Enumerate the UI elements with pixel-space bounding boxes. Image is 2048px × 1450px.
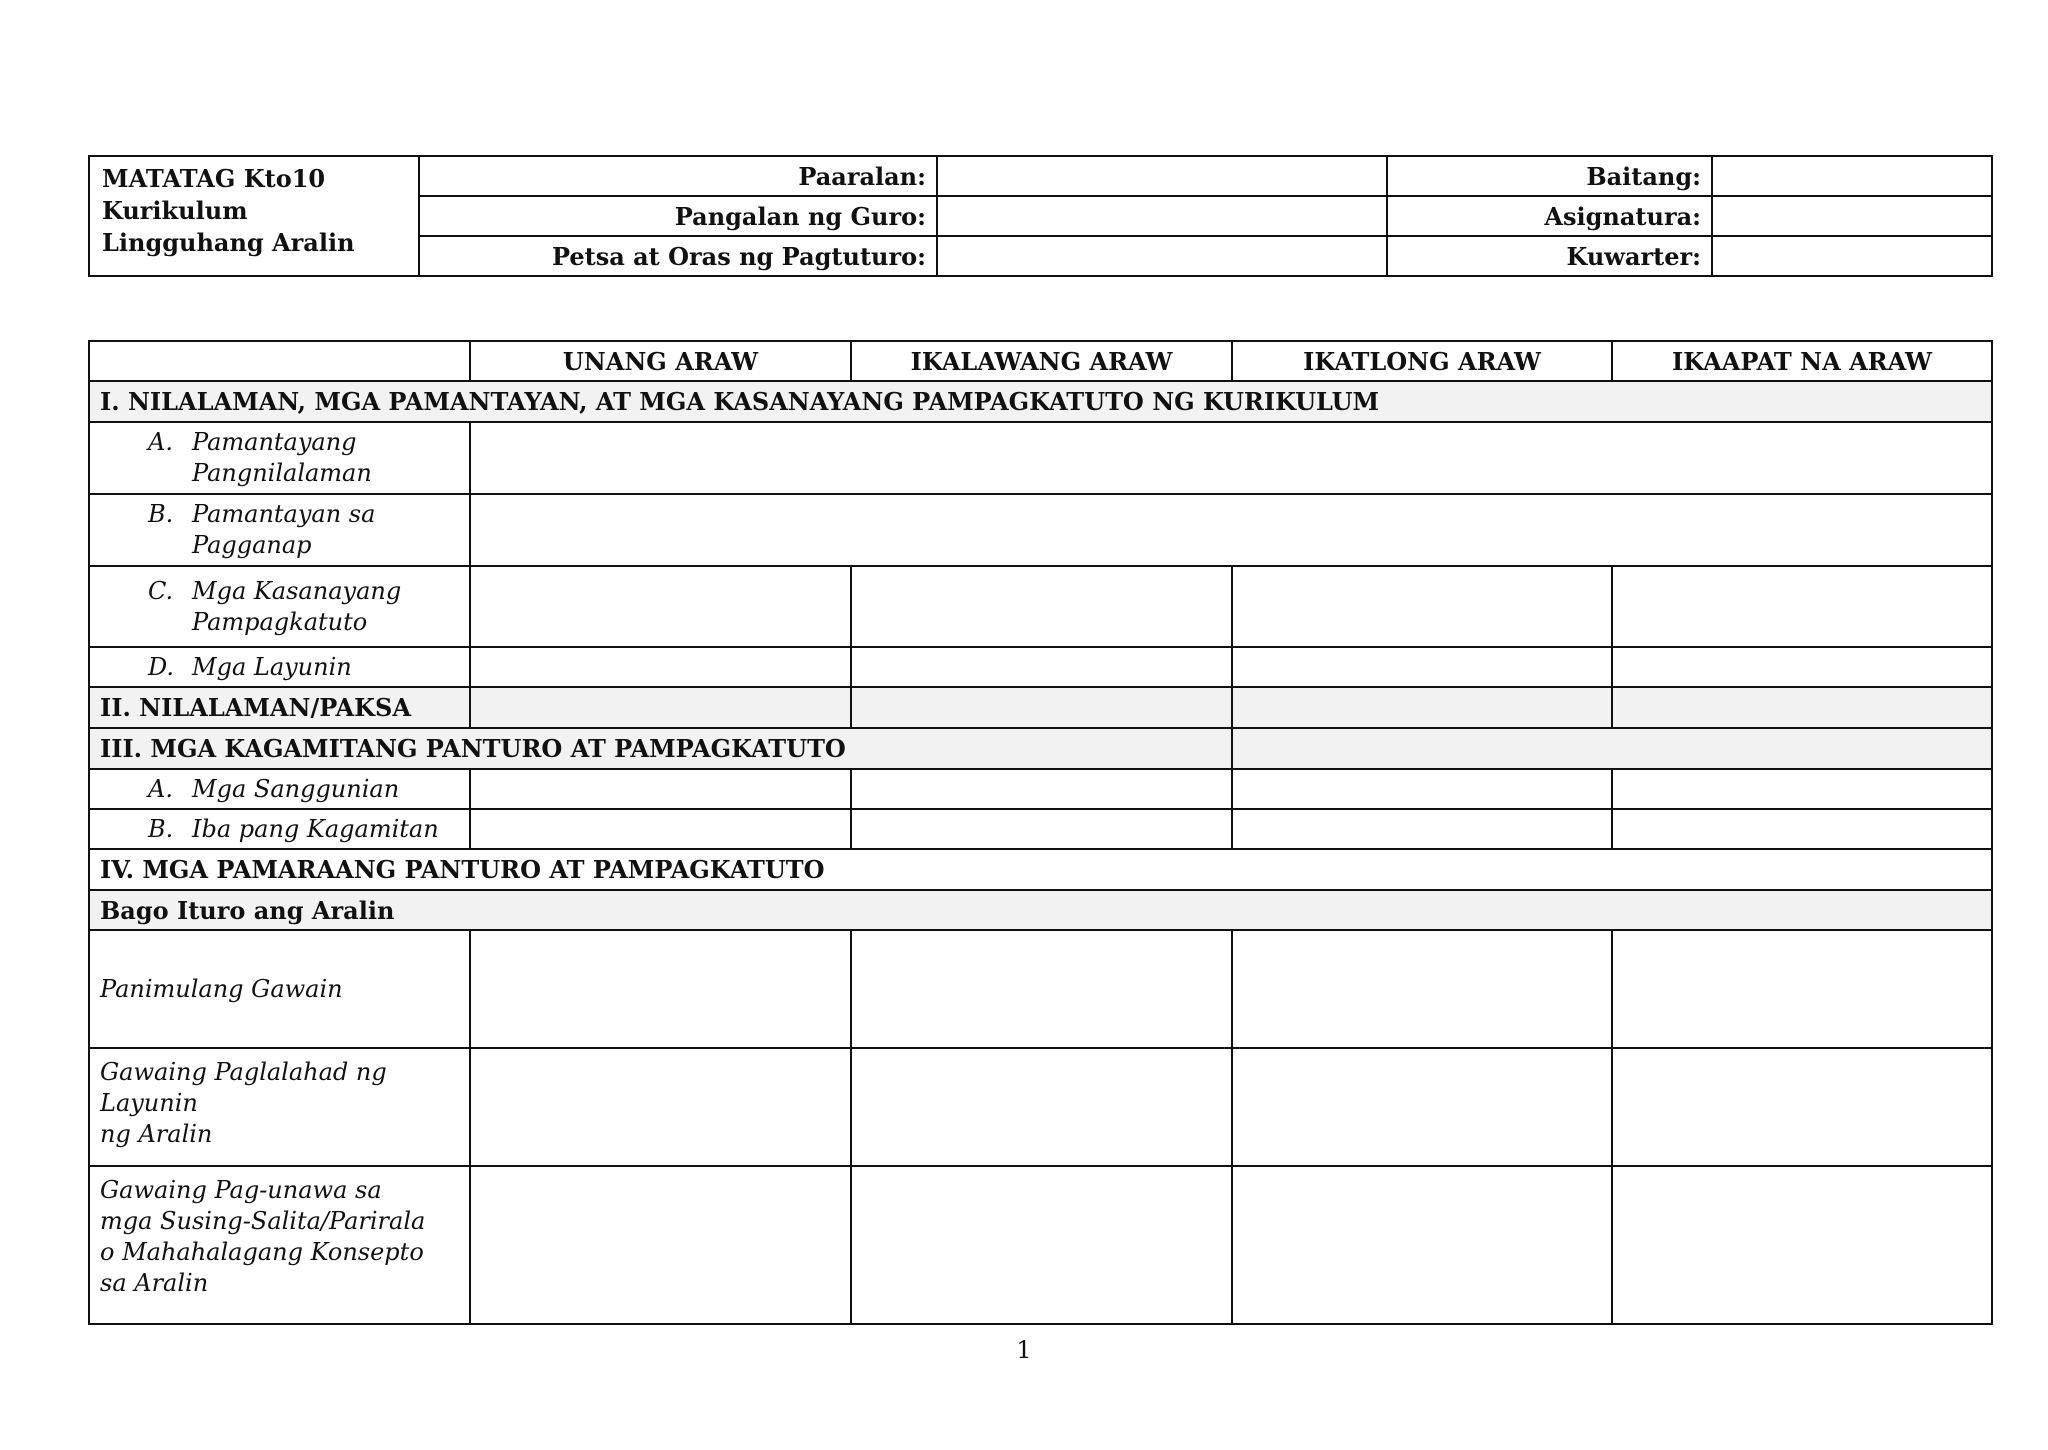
item-letter: A. [148, 428, 173, 456]
activity-text-line: o Mahahalagang Konsepto [100, 1238, 424, 1266]
input-cell-layunin-day-1[interactable] [470, 647, 851, 687]
activity-text-line: Gawaing Pag-unawa sa [100, 1176, 382, 1204]
input-cell-sanggunian-day-2[interactable] [851, 769, 1232, 809]
input-cell-kasanayan-day-1[interactable] [470, 566, 851, 647]
baitang-field[interactable] [1712, 156, 1992, 196]
section-3-grey-cell [1232, 728, 1992, 769]
row-label-panimulang-gawain [89, 930, 470, 1048]
column-header-ikaapat-na-araw: IKAAPAT NA ARAW [1612, 341, 1992, 381]
paaralan-label: Paaralan: [419, 156, 937, 196]
activity-text-line: ng Aralin [100, 1120, 213, 1148]
input-cell-pamantayan-sa-pagganap[interactable] [470, 494, 1992, 566]
input-cell-kagamitan-day-2[interactable] [851, 809, 1232, 849]
item-letter: C. [148, 576, 174, 605]
item-text-line: Mga Layunin [192, 652, 352, 681]
title-line-1: MATATAG Kto10 [102, 164, 326, 193]
input-cell-paksa-day-2[interactable] [851, 687, 1232, 728]
activity-text-line: Gawaing Paglalahad ng [100, 1058, 387, 1086]
asignatura-field[interactable] [1712, 196, 1992, 236]
input-cell-paksa-day-4[interactable] [1612, 687, 1992, 728]
input-cell-paksa-day-1[interactable] [470, 687, 851, 728]
input-cell-paglalahad-day-1[interactable] [470, 1048, 851, 1166]
activity-text-line: Panimulang Gawain [100, 974, 343, 1003]
item-text-line: Pampagkatuto [192, 607, 368, 636]
input-cell-kasanayan-day-2[interactable] [851, 566, 1232, 647]
input-cell-paglalahad-day-4[interactable] [1612, 1048, 1992, 1166]
item-letter: D. [148, 652, 175, 681]
header-table [88, 155, 1993, 277]
item-letter: B. [148, 814, 174, 843]
input-cell-panimulang-day-1[interactable] [470, 930, 851, 1048]
title-line-2: Kurikulum [102, 196, 248, 225]
title-line-3: Lingguhang Aralin [102, 228, 355, 257]
item-letter: B. [148, 500, 174, 528]
item-text-line: Mga Kasanayang [192, 576, 402, 605]
paaralan-field[interactable] [937, 156, 1387, 196]
input-cell-pag-unawa-day-1[interactable] [470, 1166, 851, 1324]
row-label-gawaing-paglalahad [89, 1048, 470, 1166]
input-cell-kagamitan-day-1[interactable] [470, 809, 851, 849]
input-cell-kagamitan-day-3[interactable] [1232, 809, 1612, 849]
input-cell-pamantayang-pangnilalaman[interactable] [470, 422, 1992, 494]
petsa-at-oras-label: Petsa at Oras ng Pagtuturo: [419, 236, 937, 276]
input-cell-panimulang-day-4[interactable] [1612, 930, 1992, 1048]
input-cell-panimulang-day-3[interactable] [1232, 930, 1612, 1048]
input-cell-sanggunian-day-1[interactable] [470, 769, 851, 809]
row-label-mga-layunin [89, 647, 470, 687]
input-cell-layunin-day-2[interactable] [851, 647, 1232, 687]
blank-corner-cell [89, 341, 470, 381]
section-3-title: III. MGA KAGAMITANG PANTURO AT PAMPAGKATUTO [89, 728, 1232, 769]
input-cell-sanggunian-day-3[interactable] [1232, 769, 1612, 809]
item-text-line: Pamantayan sa [192, 500, 376, 528]
row-label-pamantayang-pangnilalaman [89, 422, 470, 494]
section-1-title: I. NILALAMAN, MGA PAMANTAYAN, AT MGA KASANAYANG PAMPAGKATUTO NG KURIKULUM [89, 381, 1992, 422]
input-cell-layunin-day-4[interactable] [1612, 647, 1992, 687]
input-cell-pag-unawa-day-2[interactable] [851, 1166, 1232, 1324]
row-label-iba-pang-kagamitan [89, 809, 470, 849]
column-header-ikatlong-araw: IKATLONG ARAW [1232, 341, 1612, 381]
petsa-at-oras-field[interactable] [937, 236, 1387, 276]
row-label-pamantayan-sa-pagganap [89, 494, 470, 566]
row-label-mga-sanggunian [89, 769, 470, 809]
lesson-plan-table [88, 340, 1993, 1325]
input-cell-pag-unawa-day-3[interactable] [1232, 1166, 1612, 1324]
pangalan-ng-guro-label: Pangalan ng Guro: [419, 196, 937, 236]
input-cell-panimulang-day-2[interactable] [851, 930, 1232, 1048]
item-text-line: Pagganap [192, 531, 312, 559]
activity-text-line: Layunin [100, 1089, 198, 1117]
row-label-gawaing-pag-unawa [89, 1166, 470, 1324]
activity-text-line: sa Aralin [100, 1269, 209, 1297]
input-cell-pag-unawa-day-4[interactable] [1612, 1166, 1992, 1324]
kuwarter-label: Kuwarter: [1387, 236, 1712, 276]
column-header-ikalawang-araw: IKALAWANG ARAW [851, 341, 1232, 381]
input-cell-kagamitan-day-4[interactable] [1612, 809, 1992, 849]
item-text-line: Pamantayang [192, 428, 357, 456]
input-cell-layunin-day-3[interactable] [1232, 647, 1612, 687]
baitang-label: Baitang: [1387, 156, 1712, 196]
page-number: 1 [1016, 1336, 1032, 1364]
document-title [89, 156, 419, 276]
row-label-mga-kasanayang-pampagkatuto [89, 566, 470, 647]
pangalan-ng-guro-field[interactable] [937, 196, 1387, 236]
item-text-line: Pangnilalaman [192, 459, 372, 487]
section-4-subtitle: Bago Ituro ang Aralin [89, 890, 1992, 930]
item-text-line: Iba pang Kagamitan [192, 814, 439, 843]
section-4-title: IV. MGA PAMARAANG PANTURO AT PAMPAGKATUTO [89, 849, 1992, 890]
activity-text-line: mga Susing-Salita/Parirala [100, 1207, 426, 1235]
column-header-unang-araw: UNANG ARAW [470, 341, 851, 381]
item-letter: A. [148, 774, 173, 803]
input-cell-paglalahad-day-2[interactable] [851, 1048, 1232, 1166]
input-cell-paglalahad-day-3[interactable] [1232, 1048, 1612, 1166]
item-text-line: Mga Sanggunian [192, 774, 400, 803]
input-cell-paksa-day-3[interactable] [1232, 687, 1612, 728]
kuwarter-field[interactable] [1712, 236, 1992, 276]
section-2-title: II. NILALAMAN/PAKSA [89, 687, 470, 728]
input-cell-sanggunian-day-4[interactable] [1612, 769, 1992, 809]
input-cell-kasanayan-day-4[interactable] [1612, 566, 1992, 647]
input-cell-kasanayan-day-3[interactable] [1232, 566, 1612, 647]
asignatura-label: Asignatura: [1387, 196, 1712, 236]
